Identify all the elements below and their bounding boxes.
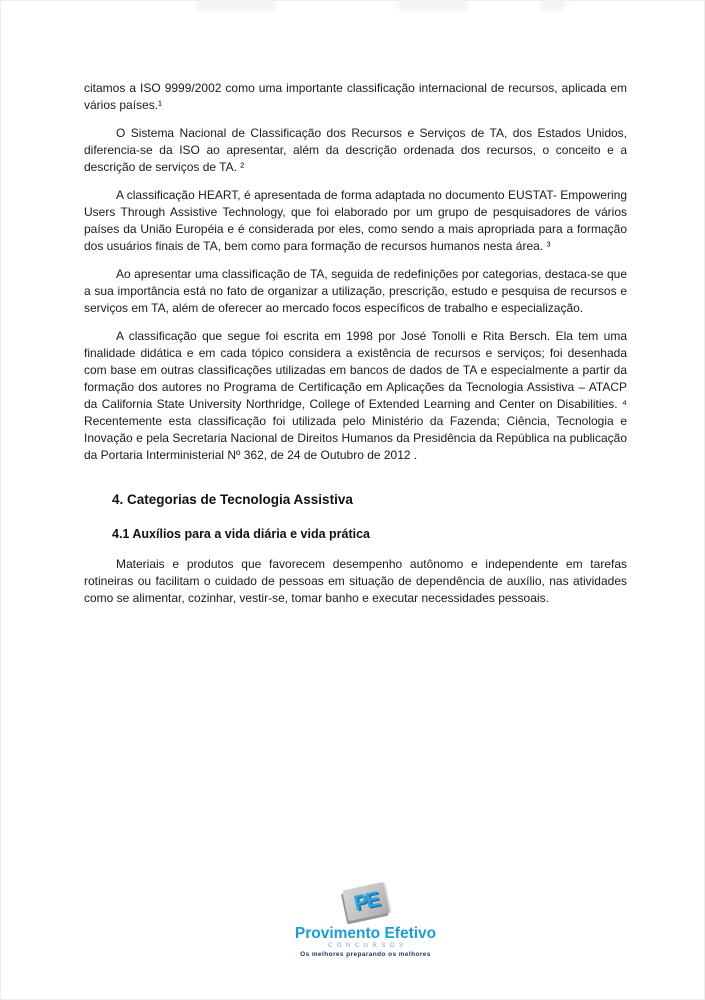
paragraph-3: A classificação HEART, é apresentada de forma adaptada no documento EUSTAT- Empowering Users Through Assistive Technology, que foi elaborado por um grupo de pesquisadores de vários países da União Européia e é considerada por eles, como sendo a mais apropriada para a formação dos usuários finais de TA, bem como para formação de recursos humanos nesta área. ³ [84, 188, 627, 253]
pe-logo-icon [342, 882, 390, 921]
brand-name: Provimento Efetivo [294, 925, 437, 942]
paragraph-2: O Sistema Nacional de Classificação dos Recursos e Serviços de TA, dos Estados Unidos, diferencia-se da ISO ao apresentar, além da descrição ordenada dos recursos, o conceito e a descrição de serviços de TA. ² [84, 126, 627, 174]
brand-tagline: Os melhores preparando os melhores [300, 951, 431, 958]
paragraph-1: citamos a ISO 9999/2002 como uma importante classificação internacional de recursos, aplicada em vários países.¹ [84, 81, 627, 112]
scan-artifact [540, 0, 566, 10]
brand-logo [13, 886, 705, 958]
subsection-heading: 4.1 Auxílios para a vida diária e vida prática [112, 527, 370, 541]
paragraph-4: Ao apresentar uma classificação de TA, seguida de redefinições por categorias, destaca-se que a sua importância está no fato de organizar a utilização, prescrição, estudo e pesquisa de recursos e serviços em TA, além de oferecer ao mercado focos específicos de trabalho e especialização. [84, 267, 627, 315]
page-content [84, 80, 627, 618]
brand-subtitle: CONCURSOS [327, 943, 408, 949]
scan-artifact [196, 0, 276, 10]
paragraph-5: A classificação que segue foi escrita em 1998 por José Tonolli e Rita Bersch. Ela tem uma finalidade didática e em cada tópico considera a existência de recursos e serviços; foi desenhada com base em outras classificações utilizadas em bancos de dados de TA e especialmente a partir da formação dos autores no Programa de Certificação em Aplicações da Tecnologia Assistiva – ATACP da California State University Northridge, College of Extended Learning and Center on Disabilities. ⁴ Recentemente esta classificação foi utilizada pelo Ministério da Fazenda; Ciência, Tecnologia e Inovação e pela Secretaria Nacional de Direitos Humanos da Presidência da República na publicação da Portaria Interministerial Nº 362, de 24 de Outubro de 2012 . [84, 329, 627, 462]
section-heading: 4. Categorias de Tecnologia Assistiva [112, 492, 353, 507]
scan-artifact [398, 0, 468, 10]
pe-logo-letters: PE [351, 887, 380, 915]
paragraph-6: Materiais e produtos que favorecem desempenho autônomo e independente em tarefas rotineiras ou facilitam o cuidado de pessoas em situação de dependência de auxílio, nas atividades como se alimentar, cozinhar, vestir-se, tomar banho e executar necessidades pessoais. [84, 557, 627, 605]
